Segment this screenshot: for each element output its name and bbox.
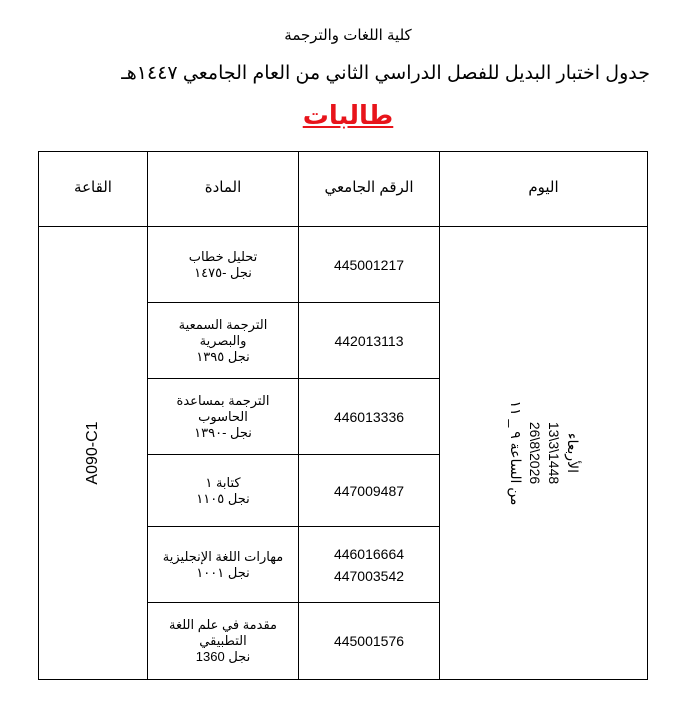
subject-cell <box>148 303 299 379</box>
subject-cell <box>148 603 299 680</box>
subject-line: نجل -١٣٩٠ <box>194 424 252 440</box>
subject-line: نجل -١٤٧٥ <box>194 264 252 280</box>
student-id: 447003542 <box>333 567 405 584</box>
day-time: من الساعة ٩ _ ١١ <box>507 400 524 506</box>
student-id-cell <box>299 303 440 379</box>
subject-line: الحاسوب <box>198 408 248 424</box>
day-weekday: الأربعاء <box>564 432 581 474</box>
subject-cell <box>148 379 299 455</box>
student-id: 445001576 <box>333 633 405 649</box>
subject-line: نجل 1360 <box>195 649 251 664</box>
student-id: 446016664 <box>333 545 405 562</box>
room-code: A090-C1 <box>84 421 101 485</box>
day-cell <box>440 227 648 680</box>
student-id-cell <box>299 379 440 455</box>
subject-line: نجل ١٠٠١ <box>196 564 250 580</box>
section-heading: طالبات <box>302 100 394 130</box>
column-header-room: القاعة <box>39 152 148 227</box>
subject-line: نجل ١٣٩٥ <box>196 348 250 364</box>
student-id-cell <box>299 455 440 527</box>
room-cell <box>39 227 148 680</box>
exam-schedule-table <box>38 151 648 680</box>
student-id-cell <box>299 527 440 603</box>
subject-cell <box>148 455 299 527</box>
subject-line: تحليل خطاب <box>188 248 258 264</box>
student-id-cell <box>299 227 440 303</box>
day-gregorian-date: 2026\8\26 <box>526 421 543 485</box>
student-id: 445001217 <box>333 256 405 273</box>
student-id: 447009487 <box>333 482 405 499</box>
subject-line: الترجمة السمعية <box>178 316 268 332</box>
student-id-cell <box>299 603 440 680</box>
subject-line: مقدمة في علم اللغة <box>168 617 277 632</box>
schedule-title: جدول اختبار البديل للفصل الدراسي الثاني من العام الجامعي ١٤٤٧هـ <box>121 63 650 84</box>
subject-line: كتابة ١ <box>205 474 241 490</box>
table-row <box>39 227 648 303</box>
college-name: كلية اللغات والترجمة <box>284 27 412 44</box>
student-id: 446013336 <box>333 408 405 425</box>
subject-line: مهارات اللغة الإنجليزية <box>162 548 284 564</box>
table-header-row <box>39 152 648 227</box>
subject-line: نجل ١١٠٥ <box>196 490 250 506</box>
subject-cell <box>148 527 299 603</box>
column-header-day: اليوم <box>440 152 648 227</box>
student-id: 442013113 <box>334 332 404 349</box>
subject-cell <box>148 227 299 303</box>
subject-line: الترجمة بمساعدة <box>176 392 270 408</box>
day-hijri-date: 1448\3\13 <box>545 421 562 485</box>
subject-line: التطبيقي <box>199 633 247 648</box>
column-header-subject: المادة <box>148 152 299 227</box>
column-header-student-id: الرقم الجامعي <box>299 152 440 227</box>
subject-line: والبصرية <box>199 332 247 348</box>
